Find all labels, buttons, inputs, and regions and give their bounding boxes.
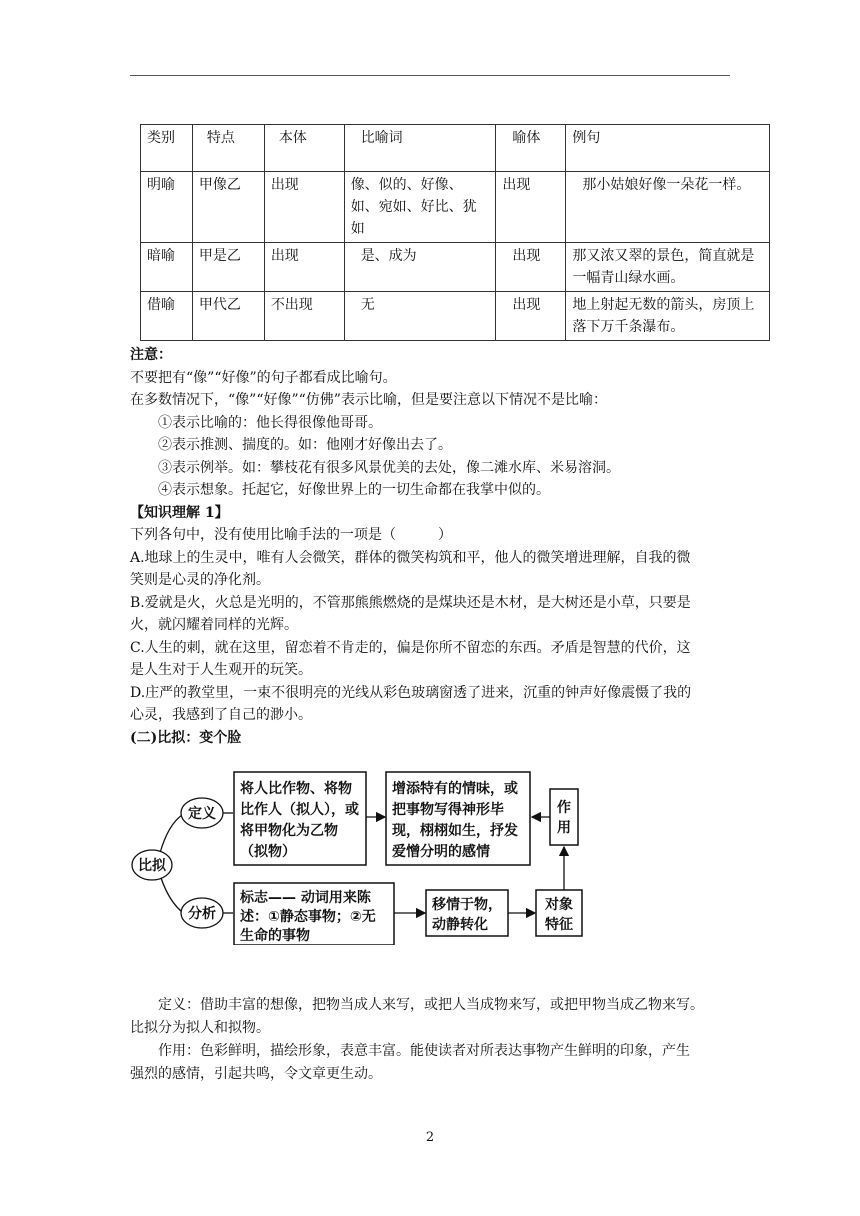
exercise-question: 下列各句中，没有使用比喻手法的一项是（ ）: [130, 527, 452, 543]
table-row: [141, 292, 770, 341]
note-item: ③表示例举。如：攀枝花有很多风景优美的去处，像二滩水库、米易溶洞。: [158, 459, 620, 476]
table-cell: 出现: [496, 172, 566, 243]
table-cell: 明喻: [141, 172, 193, 243]
transfer-box-line: 动静转化: [432, 917, 488, 933]
mark-box-line: 标志—— 动词用来陈: [240, 890, 371, 906]
header-cell: 本体: [264, 125, 344, 172]
table-cell: 暗喻: [141, 243, 193, 292]
function-box-line: 用: [557, 820, 571, 836]
table-cell: 甲像乙: [192, 172, 264, 243]
header-cell: 特点: [192, 125, 264, 172]
table-cell: 甲代乙: [192, 292, 264, 341]
table-cell: 无: [344, 292, 496, 341]
define-box-line: 将甲物化为乙物: [240, 823, 338, 839]
personification-diagram: [130, 765, 590, 945]
table-cell: 甲是乙: [192, 243, 264, 292]
table-cell: 出现: [496, 292, 566, 341]
header-cell: 比喻词: [344, 125, 496, 172]
function-box-line: 作: [557, 800, 571, 816]
root-label: 比拟: [138, 858, 166, 874]
effect-box-line: 把事物写得神形毕: [392, 802, 504, 818]
table-header-row: [141, 125, 770, 172]
define-label: 定义: [188, 806, 216, 822]
definition-section: [130, 994, 740, 1086]
feature-box-line: 对象: [545, 897, 573, 913]
mark-box-line: 述：①静态事物；②无: [240, 909, 376, 925]
table-cell: 那小姑娘好像一朵花一样。: [566, 172, 770, 243]
definition-line: 定义：借助丰富的想像，把物当成人来写，或把人当成物来写，或把甲物当成乙物来写。: [158, 997, 704, 1013]
effect-box-line: 现，栩栩如生，抒发: [392, 823, 518, 839]
feature-box-line: 特征: [545, 917, 573, 933]
table-cell: 出现: [496, 243, 566, 292]
note-item: ④表示想象。托起它，好像世界上的一切生命都在我掌中似的。: [158, 482, 550, 498]
header-cell: 类别: [141, 125, 193, 172]
function-box: [550, 789, 578, 845]
option-d-line2: 心灵，我感到了自己的渺小。: [130, 707, 312, 723]
analyze-label: 分析: [188, 906, 216, 922]
define-box-line: 将人比作物、将物: [240, 781, 352, 797]
transfer-box-line: 移情于物，: [432, 897, 502, 913]
table-cell: 不出现: [264, 292, 344, 341]
define-box-line: （拟物）: [240, 844, 296, 860]
table-cell: 出现: [264, 172, 344, 243]
option-c-line1: C.人生的刺，就在这里，留恋着不肯走的，偏是你所不留恋的东西。矛盾是智慧的代价，这: [130, 639, 691, 656]
effect-box-line: 增添特有的情味，或: [392, 781, 518, 797]
table-row: [141, 243, 770, 292]
option-c-line2: 是人生对于人生观开的玩笑。: [130, 662, 312, 678]
section-title: (二)比拟：变个脸: [130, 729, 242, 746]
header-cell: 喻体: [496, 125, 566, 172]
root-to-define-link: [160, 815, 182, 853]
header-cell: 例句: [566, 125, 770, 172]
mark-box-line: 生命的事物: [240, 928, 310, 944]
table-row: [141, 172, 770, 243]
option-d-line1: D.庄严的教堂里，一束不很明亮的光线从彩色玻璃窗透了进来，沉重的钟声好像震慑了我的: [130, 684, 692, 701]
option-a-line2: 笑则是心灵的净化剂。: [130, 572, 270, 588]
note-line: 在多数情况下，“像”“好像”“仿佛”表示比喻，但是要注意以下情况不是比喻：: [130, 392, 607, 408]
note-line: 不要把有“像”“好像”的句子都看成比喻句。: [130, 369, 397, 386]
page-number: 2: [425, 1130, 435, 1145]
table-cell: 是、成为: [344, 243, 496, 292]
function-line: 强烈的感情，引起共鸣，令文章更生动。: [130, 1066, 382, 1082]
option-b-line1: B.爱就是火，火总是光明的，不管那熊熊燃烧的是煤块还是木材，是大树还是小草，只要是: [130, 594, 691, 611]
option-a-line1: A.地球上的生灵中，唯有人会微笑，群体的微笑构筑和平，他人的微笑增进理解，自我的微: [130, 549, 691, 566]
table-cell: 那又浓又翠的景色，简直就是一幅青山绿水画。: [566, 243, 770, 292]
note-item: ②表示推测、揣度的。如：他刚才好像出去了。: [158, 437, 452, 453]
definition-line: 比拟分为拟人和拟物。: [130, 1020, 270, 1036]
table-cell: 出现: [264, 243, 344, 292]
effect-box-line: 爱憎分明的感情: [392, 844, 490, 860]
table-cell: 地上射起无数的箭头，房顶上落下万千条瀑布。: [566, 292, 770, 341]
option-b-line2: 火，就闪耀着同样的光辉。: [130, 617, 298, 633]
exercise-title: 【知识理解 1】: [130, 504, 229, 521]
metaphor-table: [140, 124, 770, 341]
note-section: [130, 344, 740, 749]
function-line: 作用：色彩鲜明，描绘形象，表意丰富。能使读者对所表达事物产生鲜明的印象，产生: [158, 1043, 690, 1059]
note-item: ①表示比喻的：他长得很像他哥哥。: [158, 414, 382, 431]
define-box-line: 比作人（拟人），或: [240, 802, 359, 818]
table-cell: 像、似的、好像、如、宛如、好比、犹如: [344, 172, 496, 243]
root-to-analyze-link: [160, 875, 182, 912]
header-rule: [130, 75, 730, 76]
note-title: 注意：: [130, 347, 172, 363]
table-cell: 借喻: [141, 292, 193, 341]
